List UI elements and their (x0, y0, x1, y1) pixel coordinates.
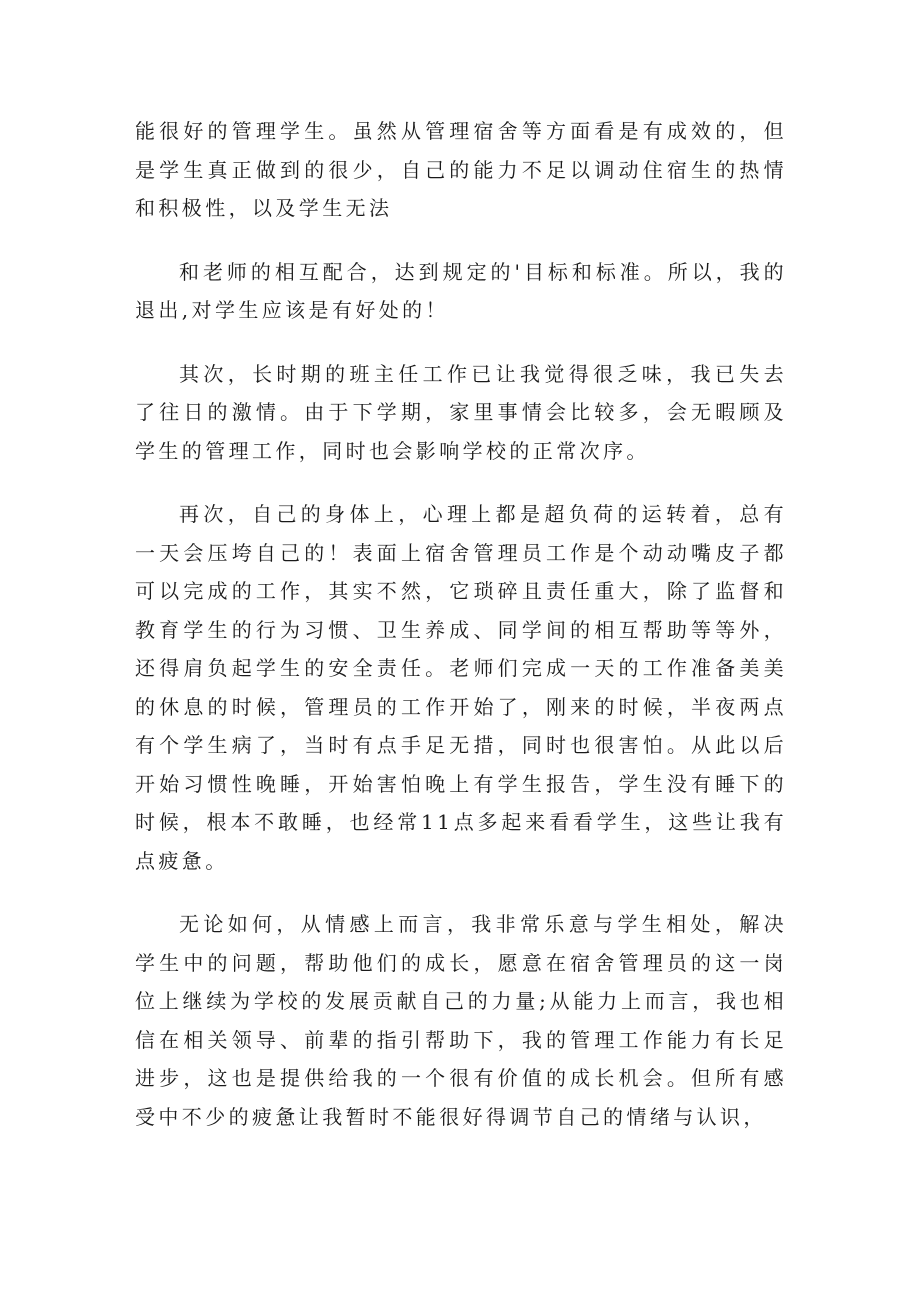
paragraph-2: 和老师的相互配合，达到规定的'目标和标准。所以，我的退出,对学生应该是有好处的！ (135, 259, 787, 322)
paragraph-4: 再次，自己的身体上，心理上都是超负荷的运转着，总有一天会压垮自己的！表面上宿舍管理员工作是个动动嘴皮子都可以完成的工作，其实不然，它琐碎且责任重大，除了监督和教育学生的行为习惯、卫生养成、同学间的相互帮助等等外，还得肩负起学生的安全责任。老师们完成一天的工作准备美美的休息的时候，管理员的工作开始了，刚来的时候，半夜两点有个学生病了，当时有点手足无措，同时也很害怕。从此以后开始习惯性晚睡，开始害怕晚上有学生报告，学生没有睡下的时候，根本不敢睡，也经常11点多起来看看学生，这些让我有点疲惫。 (135, 502, 787, 873)
paragraph-5: 无论如何，从情感上而言，我非常乐意与学生相处，解决学生中的问题，帮助他们的成长，愿意在宿舍管理员的这一岗位上继续为学校的发展贡献自己的力量;从能力上而言，我也相信在相关领导、前辈的指引帮助下，我的管理工作能力有长足进步，这也是提供给我的一个很有价值的成长机会。但所有感受中不少的疲惫让我暂时不能很好得调节自己的情绪与认识， (135, 912, 787, 1129)
document-body (135, 112, 787, 1161)
paragraph-3: 其次，长时期的班主任工作已让我觉得很乏味，我已失去了往日的激情。由于下学期，家里事情会比较多，会无暇顾及学生的管理工作，同时也会影响学校的正常次序。 (135, 361, 787, 463)
paragraph-1: 能很好的管理学生。虽然从管理宿舍等方面看是有成效的，但是学生真正做到的很少，自己的能力不足以调动住宿生的热情和积极性，以及学生无法 (135, 119, 787, 220)
